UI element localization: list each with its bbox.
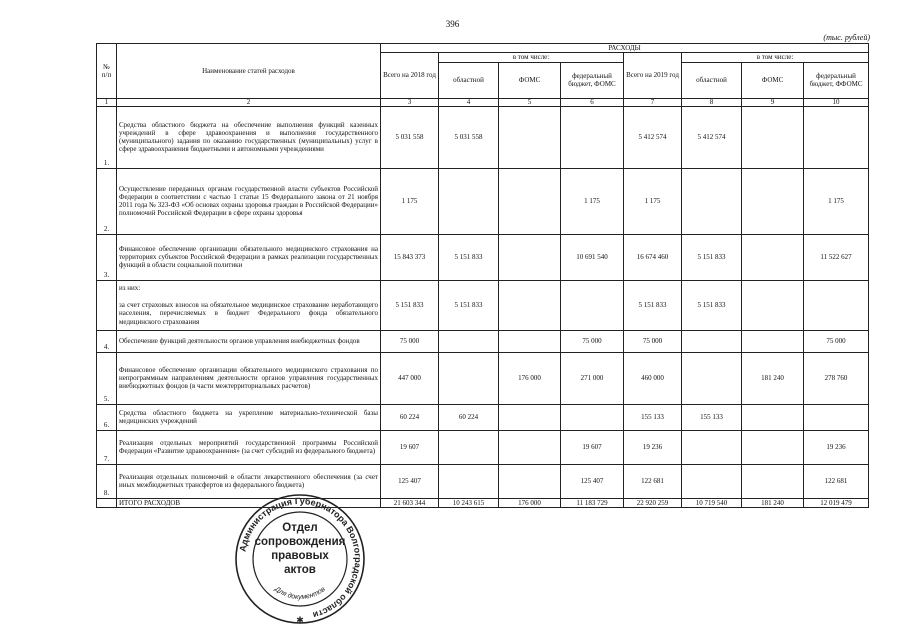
stamp-bottom-text: Для документов [273, 585, 327, 602]
header-expenses: РАСХОДЫ [381, 44, 869, 53]
row-value: 60 224 [381, 404, 439, 430]
total-cell: 11 183 729 [561, 498, 624, 507]
row-value [561, 280, 624, 330]
total-cell: 10 243 615 [439, 498, 499, 507]
row-value [742, 106, 804, 168]
row-value: 5 031 558 [439, 106, 499, 168]
row-value: 447 000 [381, 352, 439, 404]
row-value: 176 000 [499, 352, 561, 404]
header-foms-2019: ФОМС [742, 62, 804, 98]
row-value: 11 522 627 [804, 234, 869, 280]
total-row [97, 498, 869, 507]
table-row [97, 352, 869, 404]
total-cell: 10 719 540 [682, 498, 742, 507]
row-index [97, 280, 117, 330]
row-value [499, 280, 561, 330]
row-value: 75 000 [624, 330, 682, 352]
row-value: 75 000 [561, 330, 624, 352]
row-index: 2. [97, 168, 117, 234]
row-value: 122 681 [804, 464, 869, 498]
row-value [499, 404, 561, 430]
row-value [682, 352, 742, 404]
row-value [742, 404, 804, 430]
row-name: Обеспечение функций деятельности органов управления внебюджетных фондов [117, 330, 381, 352]
row-value [682, 430, 742, 464]
row-index: 1. [97, 106, 117, 168]
expenses-table [96, 43, 869, 508]
row-value [742, 430, 804, 464]
header-incl-2018: в том числе: [439, 53, 624, 62]
row-value: 75 000 [804, 330, 869, 352]
row-value: 155 133 [682, 404, 742, 430]
col-number: 10 [804, 98, 869, 106]
row-value: 19 607 [381, 430, 439, 464]
header-num: № п/п [97, 44, 117, 99]
row-name: Финансовое обеспечение организации обязательного медицинского страхования на территориях субъектов Российской Федерации в рамках реализации государственных функций в области социальной политики [117, 234, 381, 280]
row-value: 5 412 574 [624, 106, 682, 168]
row-value [561, 404, 624, 430]
col-number: 1 [97, 98, 117, 106]
row-value: 5 151 833 [682, 234, 742, 280]
row-value: 5 412 574 [682, 106, 742, 168]
row-value [499, 464, 561, 498]
col-number: 4 [439, 98, 499, 106]
row-value: 125 407 [561, 464, 624, 498]
row-value: 15 843 373 [381, 234, 439, 280]
row-value [499, 168, 561, 234]
row-value [742, 168, 804, 234]
header-incl-2019: в том числе: [682, 53, 869, 62]
column-numbers-row [97, 98, 869, 106]
row-value: 5 031 558 [381, 106, 439, 168]
row-index: 3. [97, 234, 117, 280]
row-value: 1 175 [624, 168, 682, 234]
total-idx [97, 498, 117, 507]
header-fed-ffoms-2019: федеральный бюджет, ФФОМС [804, 62, 869, 98]
row-value [682, 168, 742, 234]
header-regional-2019: областной [682, 62, 742, 98]
row-index: 7. [97, 430, 117, 464]
row-value: 5 151 833 [624, 280, 682, 330]
row-value [742, 234, 804, 280]
total-cell: 176 000 [499, 498, 561, 507]
header-fed-foms-2018: федеральный бюджет, ФОМС [561, 62, 624, 98]
row-name: Реализация отдельных мероприятий государственной программы Российской Федерации «Развитие здравоохранения» (за счет субсидий из федерального бюджета) [117, 430, 381, 464]
row-value: 75 000 [381, 330, 439, 352]
table-row [97, 168, 869, 234]
row-value: 278 760 [804, 352, 869, 404]
row-value [439, 352, 499, 404]
row-name: Реализация отдельных полномочий в области лекарственного обеспечения (за счет иных межбюджетных трансфертов из федерального бюджета) [117, 464, 381, 498]
stamp-line: актов [284, 564, 316, 576]
table-row [97, 280, 869, 330]
row-index: 4. [97, 330, 117, 352]
row-value [439, 430, 499, 464]
table-row [97, 464, 869, 498]
row-value: 60 224 [439, 404, 499, 430]
header-total-2019: Всего на 2019 год [624, 53, 682, 98]
row-value: 5 151 833 [439, 280, 499, 330]
row-name: Средства областного бюджета на укрепление материально-технической базы медицинских учреждений [117, 404, 381, 430]
row-value: 16 674 460 [624, 234, 682, 280]
row-value [804, 404, 869, 430]
table-row [97, 404, 869, 430]
row-name: Финансовое обеспечение организации обязательного медицинского страхования по непрограммным направлениям деятельности органов управления государственных внебюджетных фондов (в части межтерриториальных расчетов) [117, 352, 381, 404]
row-index: 8. [97, 464, 117, 498]
total-label: ИТОГО РАСХОДОВ [117, 498, 381, 507]
stamp-center-text [233, 521, 367, 577]
row-value [439, 464, 499, 498]
row-value: 19 607 [561, 430, 624, 464]
row-value: 1 175 [381, 168, 439, 234]
stamp-line: правовых [271, 550, 329, 562]
row-value: 271 000 [561, 352, 624, 404]
row-value [439, 330, 499, 352]
row-value: 155 133 [624, 404, 682, 430]
row-value [499, 430, 561, 464]
col-number: 5 [499, 98, 561, 106]
header-regional-2018: областной [439, 62, 499, 98]
stamp-star-icon: ✱ [296, 615, 304, 625]
table-row [97, 106, 869, 168]
table-row [97, 430, 869, 464]
header-total-2018: Всего на 2018 год [381, 53, 439, 98]
row-value [682, 330, 742, 352]
col-number: 2 [117, 98, 381, 106]
total-cell: 21 603 344 [381, 498, 439, 507]
table-row [97, 330, 869, 352]
row-value [804, 280, 869, 330]
header-name: Наименование статей расходов [117, 44, 381, 99]
row-value [499, 330, 561, 352]
stamp-line: Отдел [282, 522, 318, 534]
row-value [682, 464, 742, 498]
row-value [742, 464, 804, 498]
row-index: 6. [97, 404, 117, 430]
col-number: 7 [624, 98, 682, 106]
row-value: 460 000 [624, 352, 682, 404]
row-value [439, 168, 499, 234]
header-foms-2018: ФОМС [499, 62, 561, 98]
col-number: 6 [561, 98, 624, 106]
page-number: 396 [445, 19, 460, 29]
row-name: из них: за счет страховых взносов на обязательное медицинское страхование неработающего населения, перечисляемых в бюджет Федерального фонда обязательного медицинского страхования [117, 280, 381, 330]
stamp-ring-text: Администрация Губернатора Волгоградской области [237, 495, 364, 621]
total-cell: 181 240 [742, 498, 804, 507]
total-cell: 12 019 479 [804, 498, 869, 507]
row-value: 1 175 [561, 168, 624, 234]
row-value [742, 330, 804, 352]
row-value [499, 234, 561, 280]
row-name: Средства областного бюджета на обеспечение выполнения функций казенных учреждений в сфере здравоохранения и выполнения государственного (муниципального) задания по оказанию государственных (муниципальных) услуг в сфере здравоохранения бюджетными и автономными учреждениями [117, 106, 381, 168]
row-value: 5 151 833 [682, 280, 742, 330]
row-value [499, 106, 561, 168]
row-index: 5. [97, 352, 117, 404]
row-value: 181 240 [742, 352, 804, 404]
col-number: 3 [381, 98, 439, 106]
row-value: 1 175 [804, 168, 869, 234]
row-value: 10 691 540 [561, 234, 624, 280]
units-label: (тыс. рублей) [823, 33, 870, 42]
row-value: 122 681 [624, 464, 682, 498]
table-row [97, 234, 869, 280]
row-value [804, 106, 869, 168]
row-value: 19 236 [624, 430, 682, 464]
row-value: 5 151 833 [439, 234, 499, 280]
row-value: 125 407 [381, 464, 439, 498]
row-value [561, 106, 624, 168]
col-number: 8 [682, 98, 742, 106]
row-value [742, 280, 804, 330]
col-number: 9 [742, 98, 804, 106]
row-name: Осуществление переданных органам государственной власти субъектов Российской Федерации в соответствии с частью 1 статьи 15 Федерального закона от 21 ноября 2011 года № 323-ФЗ «Об основах охраны здоровья граждан в Российской Федерации» полномочий Российской Федерации в сфере охраны здоровья [117, 168, 381, 234]
stamp-line: сопровождения [254, 536, 346, 548]
row-value: 19 236 [804, 430, 869, 464]
row-value: 5 151 833 [381, 280, 439, 330]
total-cell: 22 920 259 [624, 498, 682, 507]
